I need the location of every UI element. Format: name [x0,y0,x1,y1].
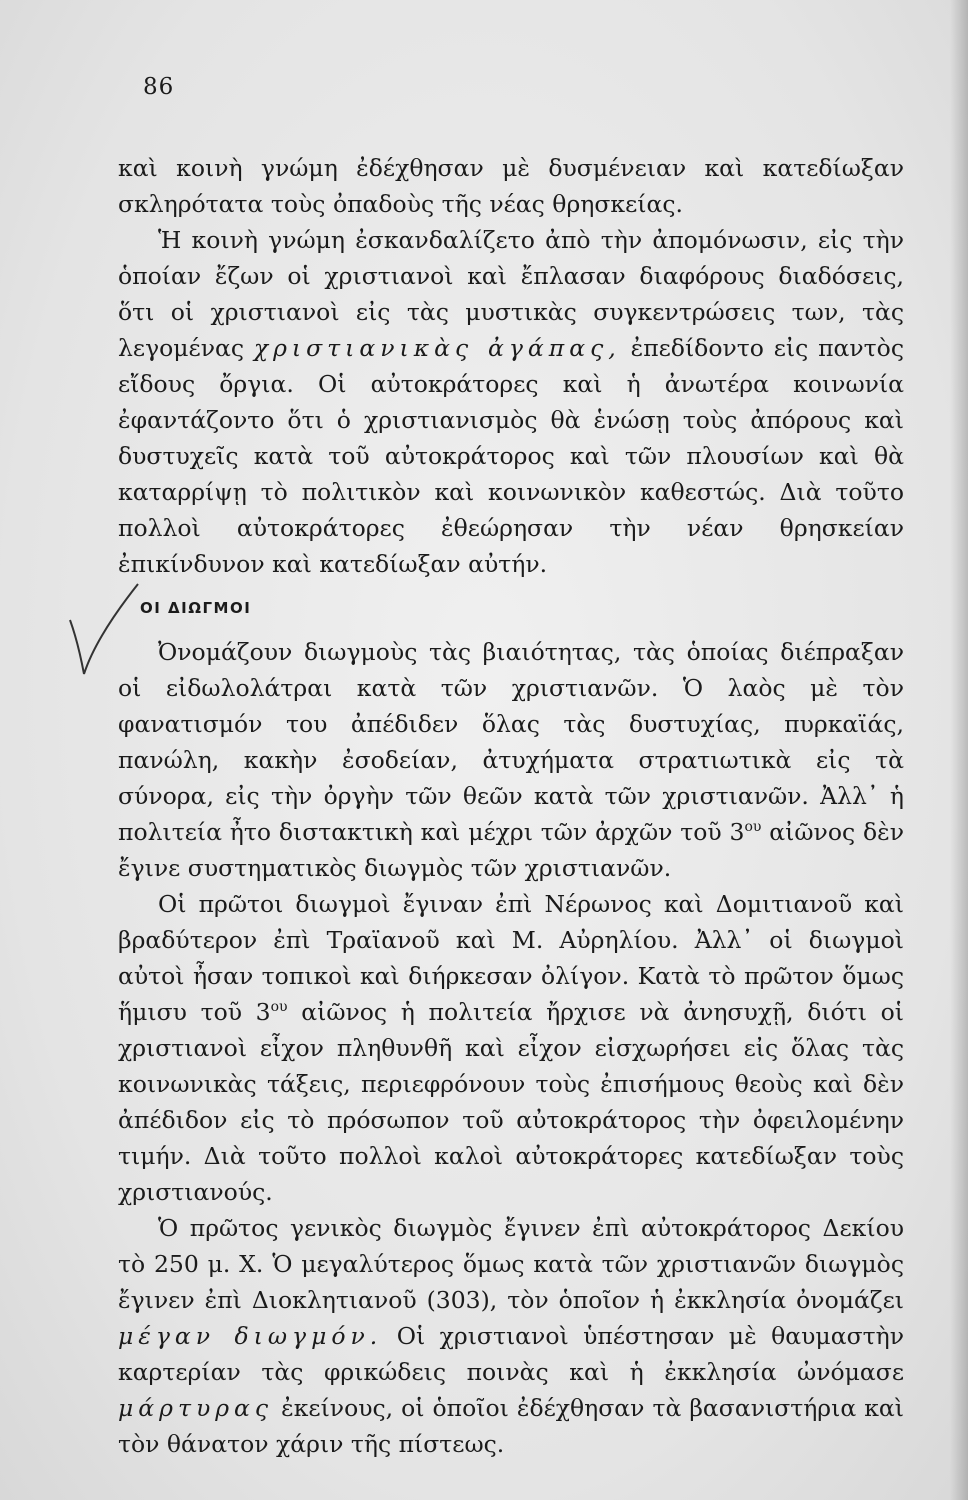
paragraph-1 [118,150,904,222]
section-heading: ΟΙ ΔΙΩΓΜΟΙ [140,599,252,617]
page-edge-shadow [950,0,968,1500]
paragraph-2-text-1: Ἡ κοινὴ γνώμη ἐσκανδαλίζετο ἀπὸ τὴν ἀπομόνωσιν, εἰς τὴν ὁποίαν ἔζων οἱ χριστιανοὶ καὶ ἔπλασαν διαφόρους διαδόσεις, ὅτι οἱ χριστιανοὶ εἰς τὰς μυστικὰς συγκεντρώσεις των, τὰς λεγομένας [118,226,904,362]
paragraph-2-text-2: ἐπεδίδοντο εἰς παντὸς εἴδους ὄργια. Οἱ αὐτοκράτορες καὶ ἡ ἀνωτέρα κοινωνία ἐφαντάζοντο ὅτι ὁ χριστιανισμὸς θὰ ἑνώσῃ τοὺς ἀπόρους καὶ δυστυχεῖς κατὰ τοῦ αὐτοκράτορος καὶ τῶν πλουσίων καὶ θὰ καταρρίψῃ τὸ πολιτικὸν καὶ κοινωνικὸν καθεστώς. Διὰ τοῦτο πολλοὶ αὐτοκράτορες ἐθεώρησαν τὴν νέαν θρησκείαν ἐπικίνδυνον καὶ κατεδίωξαν αὐτήν. [118,334,904,578]
page-number: 86 [143,74,175,100]
paragraph-5 [118,1210,904,1462]
body-text [118,150,904,1462]
paragraph-3-superscript: ου [744,819,762,836]
paragraph-2 [118,222,904,582]
paragraph-4-text-2: αἰῶνος ἡ πολιτεία ἤρχισε νὰ ἀνησυχῇ, διότι οἱ χριστιανοὶ εἶχον πληθυνθῆ καὶ εἶχον εἰσχωρήσει εἰς ὅλας τὰς κοινωνικὰς τάξεις, περιεφρόνουν τοὺς ἐπισήμους θεοὺς καὶ δὲν ἀπέδιδον εἰς τὸ πρόσωπον τοῦ αὐτοκράτορος τὴν ὀφειλομένην τιμήν. Διὰ τοῦτο πολλοὶ καλοὶ αὐτοκράτορες κατεδίωξαν τοὺς χριστιανούς. [118,998,904,1206]
paragraph-5-emphasis-2: μάρτυρας [118,1394,274,1422]
paragraph-1-text: καὶ κοινὴ γνώμη ἐδέχθησαν μὲ δυσμένειαν καὶ κατεδίωξαν σκληρότατα τοὺς ὀπαδοὺς τῆς νέας θρησκείας. [118,154,904,218]
paragraph-3 [118,634,904,886]
paragraph-3-text-2: αἰῶνος δὲν ἔγινε συστηματικὸς διωγμὸς τῶν χριστιανῶν. [118,818,905,882]
paragraph-5-text-3: ἐκείνους, οἱ ὁποῖοι ἐδέχθησαν τὰ βασανιστήρια καὶ τὸν θάνατον χάριν τῆς πίστεως. [118,1394,904,1458]
paragraph-4-superscript: ου [270,999,288,1016]
paragraph-5-text-1: Ὁ πρῶτος γενικὸς διωγμὸς ἔγινεν ἐπὶ αὐτοκράτορος Δεκίου τὸ 250 μ. Χ. Ὁ μεγαλύτερος ὅμως κατὰ τῶν χριστιανῶν διωγμὸς ἔγινεν ἐπὶ Διοκλητιανοῦ (303), τὸν ὁποῖον ἡ ἐκκλησία ὀνομάζει [118,1214,904,1314]
paragraph-4-text-1: Οἱ πρῶτοι διωγμοὶ ἔγιναν ἐπὶ Νέρωνος καὶ Δομιτιανοῦ καὶ βραδύτερον ἐπὶ Τραϊανοῦ καὶ Μ. Αὐρηλίου. Ἀλλ᾽ οἱ διωγμοὶ αὐτοὶ ἦσαν τοπικοὶ καὶ διήρκεσαν ὀλίγον. Κατὰ τὸ πρῶτον ὅμως ἥμισυ τοῦ 3 [118,890,904,1026]
paragraph-4 [118,886,904,1210]
paragraph-2-emphasis: χριστιανικὰς ἀγάπας, [253,334,621,362]
paragraph-3-text-1: Ὀνομάζουν διωγμοὺς τὰς βιαιότητας, τὰς ὁποίας διέπραξαν οἱ εἰδωλολάτραι κατὰ τῶν χριστιανῶν. Ὁ λαὸς μὲ τὸν φανατισμόν του ἀπέδιδεν ὅλας τὰς δυστυχίας, πυρκαϊάς, πανώλη, κακὴν ἐσοδείαν, ἀτυχήματα στρατιωτικὰ εἰς τὰ σύνορα, εἰς τὴν ὀργὴν τῶν θεῶν κατὰ τῶν χριστιανῶν. Ἀλλ᾽ ἡ πολιτεία ἦτο διστακτικὴ καὶ μέχρι τῶν ἀρχῶν τοῦ 3 [118,638,904,846]
paragraph-5-emphasis-1: μέγαν διωγμόν. [118,1322,383,1350]
paragraph-5-text-2: Οἱ χριστιανοὶ ὑπέστησαν μὲ θαυμαστὴν καρτερίαν τὰς φρικώδεις ποινὰς καὶ ἡ ἐκκλησία ὠνόμασε [118,1322,904,1386]
